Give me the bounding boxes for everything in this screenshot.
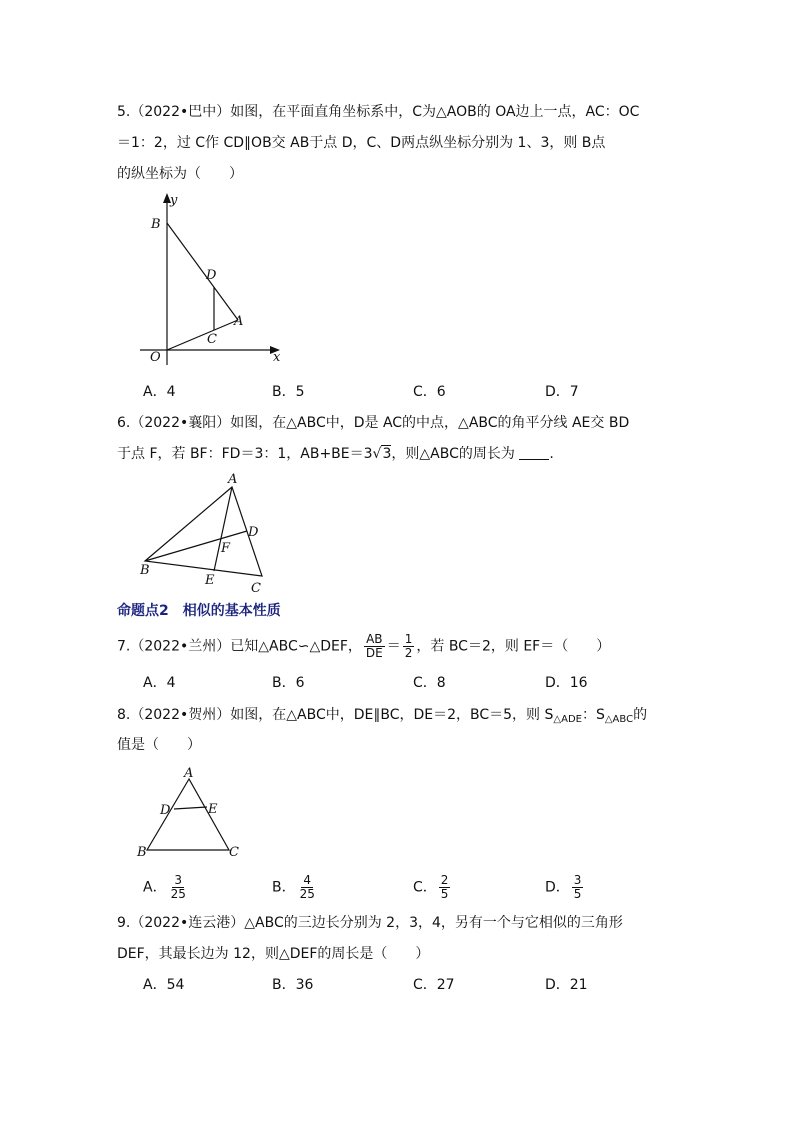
q5-label-x: x	[273, 350, 281, 365]
q8-option-a-prefix: A．	[143, 879, 167, 896]
q8-option-b[interactable]	[272, 874, 319, 901]
q9-line2: DEF，其最长边为 12，则△DEF的周长是（ ）	[117, 946, 430, 962]
q6-label-F: F	[221, 541, 231, 556]
q7-frac1-num: AB	[366, 632, 383, 646]
q8-post: 的	[633, 707, 648, 723]
q5-label-D: D	[206, 268, 217, 283]
q8-option-c-fraction	[439, 874, 451, 901]
q5-option-b[interactable]: B．5	[272, 384, 305, 400]
q8-option-a-num: 3	[174, 873, 183, 887]
q7-post: ，若 BC＝2，则 EF＝（ ）	[416, 638, 611, 655]
q8-option-a-den: 25	[170, 887, 186, 901]
q6-label-C: C	[251, 581, 261, 595]
q7-pre: 7.（2022•兰州）已知△ABC∽△DEF，	[117, 638, 362, 655]
q5-label-A: A	[234, 314, 244, 329]
q7-frac2-den: 2	[404, 646, 413, 660]
q6-line2-pre: 于点 F，若 BF：FD＝3：1，AB+BE＝3	[117, 446, 373, 462]
q5-line2: ＝1：2，过 C作 CD∥OB交 AB于点 D，C、D两点纵坐标分别为 1、3，则 B点	[117, 135, 606, 151]
q8-option-a[interactable]	[143, 874, 190, 901]
q5-label-B: B	[151, 217, 161, 232]
q5-option-a[interactable]: A．4	[143, 384, 176, 400]
q8-option-d-fraction	[572, 874, 584, 901]
q6-line2	[117, 444, 554, 464]
q9-option-b[interactable]: B．36	[272, 977, 314, 993]
q5-option-c[interactable]: C．6	[413, 384, 446, 400]
q6-answer-blank[interactable]	[519, 445, 549, 460]
q8-label-E: E	[208, 802, 218, 817]
q8-option-c-num: 2	[440, 873, 449, 887]
q5-option-d[interactable]: D．7	[545, 384, 579, 400]
q6-label-D: D	[248, 525, 259, 540]
q7-frac1-den: DE	[365, 646, 383, 660]
q8-option-a-fraction	[169, 874, 188, 901]
q8-option-d-den: 5	[573, 887, 582, 901]
q8-label-C: C	[229, 845, 239, 860]
q6-figure	[135, 470, 275, 595]
q8-line1	[117, 705, 647, 730]
q8-pre: 8.（2022•贺州）如图，在△ABC中，DE∥BC，DE＝2，BC＝5，则 S	[117, 707, 554, 723]
q8-option-d-num: 3	[573, 873, 582, 887]
q5-figure	[130, 190, 290, 375]
q8-label-B: B	[137, 845, 147, 860]
q8-option-c-prefix: C．	[413, 879, 437, 896]
q8-mid: ：S	[581, 707, 605, 723]
q8-option-d[interactable]	[545, 874, 585, 901]
q5-label-O: O	[150, 350, 161, 365]
q7-frac2-num: 1	[404, 632, 413, 646]
q8-label-D: D	[160, 803, 171, 818]
q8-option-c[interactable]	[413, 874, 452, 901]
sqrt-symbol: √	[372, 446, 382, 462]
q7-fraction-ab-de	[364, 633, 385, 660]
q9-option-a[interactable]: A．54	[143, 977, 185, 993]
q8-label-A: A	[184, 766, 194, 781]
q6-radicand: 3	[382, 446, 392, 462]
q8-sub-ade: △ADE	[553, 714, 582, 725]
section-heading: 命题点2 相似的基本性质	[117, 603, 281, 619]
q7-option-c[interactable]: C．8	[413, 675, 446, 691]
q5-label-y: y	[170, 193, 178, 208]
q8-sub-abc: △ABC	[604, 714, 634, 725]
q7-fraction-half	[403, 633, 415, 660]
q6-line1: 6.（2022•襄阳）如图，在△ABC中，D是 AC的中点，△ABC的角平分线 AE交 BD	[117, 415, 630, 431]
q5-line1: 5.（2022•巴中）如图，在平面直角坐标系中，C为△AOB的 OA边上一点，AC：OC	[117, 104, 640, 120]
q8-line2: 值是（ ）	[117, 737, 201, 753]
q6-label-E: E	[205, 573, 215, 588]
q6-label-A: A	[228, 472, 238, 487]
q6-label-B: B	[140, 563, 150, 578]
q5-line3: 的纵坐标为（ ）	[117, 166, 243, 182]
q9-option-d[interactable]: D．21	[545, 977, 588, 993]
q6-line2-end: .	[549, 446, 554, 462]
q8-option-b-den: 25	[299, 887, 315, 901]
q7-eq: ＝	[386, 638, 401, 655]
q9-option-c[interactable]: C．27	[413, 977, 455, 993]
q5-label-C: C	[207, 332, 217, 347]
q7-option-d[interactable]: D．16	[545, 675, 588, 691]
q8-option-b-fraction	[298, 874, 317, 901]
q7-option-b[interactable]: B．6	[272, 675, 305, 691]
q6-line2-post: ，则△ABC的周长为	[391, 446, 520, 462]
q8-figure	[133, 765, 248, 860]
q8-option-d-prefix: D．	[545, 879, 570, 896]
q8-option-b-num: 4	[303, 873, 312, 887]
q7-option-a[interactable]: A．4	[143, 675, 176, 691]
q8-option-b-prefix: B．	[272, 879, 296, 896]
q7-line1	[117, 633, 610, 660]
q9-line1: 9.（2022•连云港）△ABC的三边长分别为 2，3，4，另有一个与它相似的三角形	[117, 915, 623, 931]
q8-option-c-den: 5	[440, 887, 449, 901]
